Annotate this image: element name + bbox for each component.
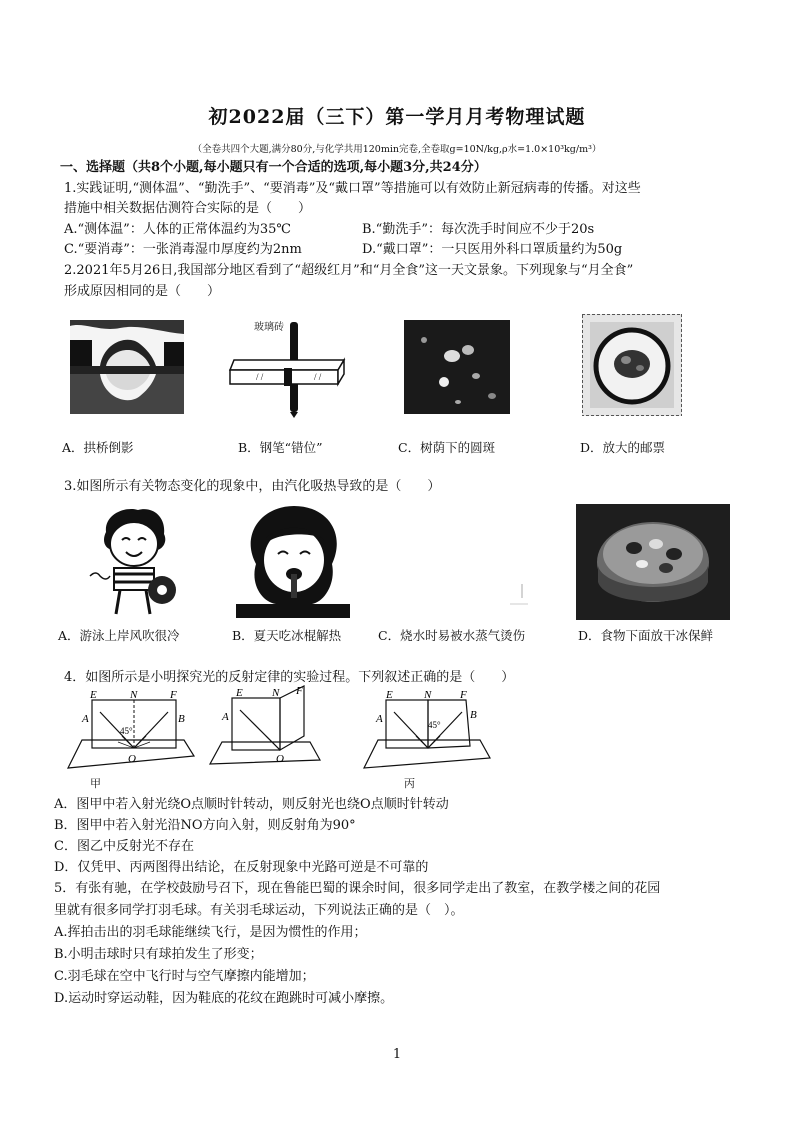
fig-jia-label-a: A xyxy=(82,713,89,725)
q5-option-b: B.小明击球时只有球拍发生了形变； xyxy=(54,947,263,962)
q3-option-a: A．游泳上岸风吹很冷 xyxy=(58,628,180,643)
q3-option-c: C．烧水时易被水蒸气烫伤 xyxy=(378,628,526,643)
svg-text:/ /: / / xyxy=(314,372,322,382)
reflection-experiment-figure-bing xyxy=(356,686,496,776)
fig-bing-label-e: E xyxy=(386,689,393,701)
svg-text:/ /: / / xyxy=(256,372,264,382)
q4-option-b: B．图甲中若入射光沿NO方向入射，则反射角为90° xyxy=(54,818,356,833)
tree-shade-spots-image xyxy=(404,320,510,414)
fig-bing-label-n: N xyxy=(424,689,432,701)
q2-stem-line1: 2.2021年5月26日,我国部分地区看到了“超级红月”和“月全食”这一天文景象。下列现象与“月全食” xyxy=(64,263,634,278)
q5-option-d: D.运动时穿运动鞋，因为鞋底的花纹在跑跳时可减小摩擦。 xyxy=(54,991,394,1006)
q2-option-c: C．树荫下的圆斑 xyxy=(398,440,496,455)
q3-option-d: D．食物下面放干冰保鲜 xyxy=(578,628,714,643)
fig-bing-label-a: A xyxy=(376,713,383,725)
q1-stem-line1: 1.实践证明,“测体温”、“勤洗手”、“要消毒”及“戴口罩”等措施可以有效防止新冠病毒的传播。对这些 xyxy=(64,181,641,196)
fig-yi-label-f: F xyxy=(296,685,303,697)
q1-option-b: B.“勤洗手”：每次洗手时间应不少于20s xyxy=(362,222,595,237)
q1-option-c: C.“要消毒”：一张消毒湿巾厚度约为2nm xyxy=(64,242,302,257)
q1-stem-line2: 措施中相关数据估测符合实际的是（ ） xyxy=(64,201,312,216)
fig-yi-label-n: N xyxy=(272,687,280,699)
section-heading: 一、选择题（共8个小题,每小题只有一个合适的选项,每小题3分,共24分） xyxy=(60,160,487,175)
q5-option-c: C.羽毛球在空中飞行时与空气摩擦内能增加； xyxy=(54,969,315,984)
fig-yi-label-o: O xyxy=(276,753,284,765)
swimmer-cartoon-image xyxy=(86,506,182,618)
pen-glass-block-image xyxy=(226,318,350,418)
q5-stem-line2: 里就有很多同学打羽毛球。有关羽毛球运动，下列说法正确的是（ ）。 xyxy=(54,903,464,918)
q5-stem-line1: 5．有张有驰，在学校鼓励号召下，现在鲁能巴蜀的课余时间，很多同学走出了教室，在教学楼之间的花园 xyxy=(54,881,661,896)
fig-bing-label-b: B xyxy=(470,709,477,721)
fig-bing-label-f: F xyxy=(460,689,467,701)
page-number: 1 xyxy=(392,1047,402,1062)
q1-option-a: A.“测体温”：人体的正常体温约为35℃ xyxy=(64,222,291,237)
girl-eating-popsicle-image xyxy=(236,504,350,618)
q4-option-d: D．仅凭甲、丙两图得出结论，在反射现象中光路可逆是不可靠的 xyxy=(54,860,429,875)
page-title: 初2022届（三下）第一学月月考物理试题 xyxy=(208,106,586,128)
arch-bridge-reflection-image xyxy=(70,320,184,414)
fig-yi-label-e: E xyxy=(236,687,243,699)
fig-bing-angle: 45° xyxy=(428,720,441,730)
q2-option-a: A．拱桥倒影 xyxy=(62,440,134,455)
q2-option-d: D．放大的邮票 xyxy=(580,440,666,455)
fig-jia-label-b: B xyxy=(178,713,185,725)
exam-note: （全卷共四个大题,满分80分,与化学共用120min完卷,全卷取g=10N/kg,ρ水=1.0×10³kg/m³） xyxy=(192,144,602,155)
q4-option-a: A．图甲中若入射光绕O点顺时针转动，则反射光也绕O点顺时针转动 xyxy=(54,797,449,812)
fig-yi-label-a: A xyxy=(222,711,229,723)
reflection-experiment-figure-yi xyxy=(206,684,326,774)
reflection-experiment-figure-jia xyxy=(60,686,200,776)
glass-block-label: 玻璃砖 xyxy=(254,322,284,333)
q4-option-c: C．图乙中反射光不存在 xyxy=(54,839,194,854)
kettle-steam-image xyxy=(400,504,534,616)
q3-stem: 3.如图所示有关物态变化的现象中，由汽化吸热导致的是（ ） xyxy=(64,479,441,494)
q4-stem: 4．如图所示是小明探究光的反射定律的实验过程。下列叙述正确的是（ ） xyxy=(64,670,515,685)
fig-jia-angle: 45° xyxy=(120,726,133,736)
magnified-stamp-image xyxy=(582,314,682,416)
q5-option-a: A.挥拍击出的羽毛球能继续飞行，是因为惯性的作用； xyxy=(54,925,367,940)
fig-jia-label-f: F xyxy=(170,689,177,701)
fig-caption-jia: 甲 xyxy=(90,777,101,790)
q3-option-b: B．夏天吃冰棍解热 xyxy=(232,628,342,643)
fig-jia-label-n: N xyxy=(130,689,138,701)
fig-jia-label-e: E xyxy=(90,689,97,701)
q2-stem-line2: 形成原因相同的是（ ） xyxy=(64,284,221,299)
fig-jia-label-o: O xyxy=(128,753,136,765)
fig-caption-bing: 丙 xyxy=(404,777,415,790)
food-dry-ice-image xyxy=(576,504,730,620)
q1-option-d: D.“戴口罩”：一只医用外科口罩质量约为50g xyxy=(362,242,623,257)
q2-option-b: B．钢笔“错位” xyxy=(238,440,323,455)
